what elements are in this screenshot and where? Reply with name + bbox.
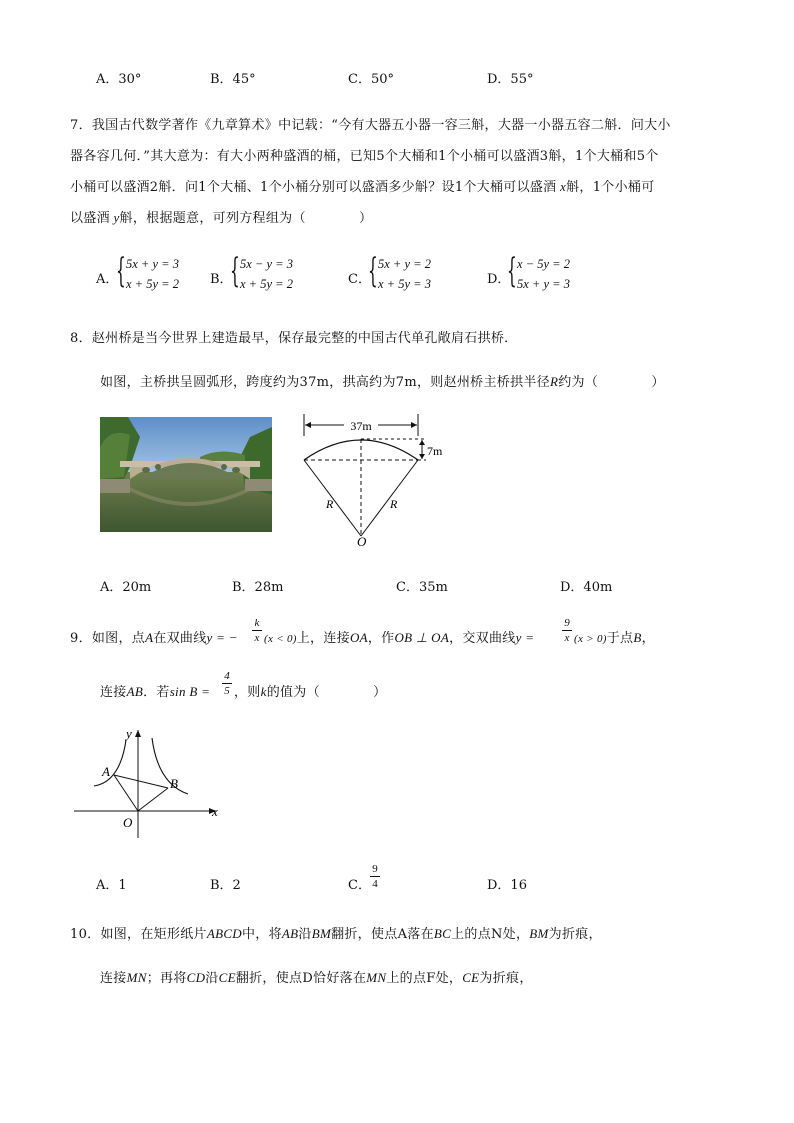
q9-line-1-cont: (x < 0)上，连接OA，作OB ⊥ OA，交双曲线y = bbox=[264, 630, 535, 646]
q9-option-d: D．16 bbox=[487, 878, 527, 893]
q6-option-d: D．55° bbox=[487, 72, 534, 87]
radius-label-left: R bbox=[326, 497, 334, 511]
q9-line-1: 9．如图，点A在双曲线y = − bbox=[70, 630, 238, 646]
height-label: 7m bbox=[427, 444, 443, 458]
hyperbola-left bbox=[94, 740, 126, 786]
point-a-label: A bbox=[102, 764, 110, 779]
segment-ob bbox=[138, 788, 168, 811]
q10-line-1: 10．如图，在矩形纸片ABCD中，将AB沿BM翻折，使点A落在BC上的点N处，BM为折痕， bbox=[70, 926, 602, 942]
q8-option-c: C．35m bbox=[396, 580, 448, 595]
origin-label: O bbox=[123, 815, 133, 830]
arrow-left-icon bbox=[305, 422, 311, 428]
arrow-up-icon bbox=[419, 440, 425, 445]
q6-option-b: B．45° bbox=[210, 72, 256, 87]
fraction-9-over-x: 9 x bbox=[562, 617, 572, 644]
brace-icon: { bbox=[368, 251, 378, 291]
arch-diagram bbox=[296, 412, 466, 547]
center-label: O bbox=[357, 534, 367, 547]
segment-ab bbox=[114, 775, 168, 788]
brace-icon: { bbox=[116, 251, 126, 291]
radius-label-right: R bbox=[390, 497, 398, 511]
q8-option-b: B．28m bbox=[232, 580, 284, 595]
y-label: y bbox=[126, 726, 132, 741]
q7-line-4: 以盛酒 y斛，根据题意，可列方程组为（ ） bbox=[70, 210, 373, 226]
q9-line-1-end: (x > 0)于点B， bbox=[574, 630, 655, 646]
q8-option-d: D．40m bbox=[560, 580, 613, 595]
x-label: x bbox=[212, 804, 218, 819]
q6-option-c: C．50° bbox=[348, 72, 394, 87]
q7-line-2: 器各容几何．”其大意为：有大小两种盛酒的桶，已知5个大桶和1个小桶可以盛酒3斛，1个大桶和5个 bbox=[70, 149, 659, 164]
fraction-k-over-x: k x bbox=[252, 617, 262, 644]
q7-line-1: 7．我国古代数学著作《九章算术》中记载：“今有大器五小器一容三斛，大器一小器五容二斛．问大小 bbox=[70, 118, 671, 133]
bridge-photo bbox=[100, 417, 272, 532]
brace-icon: { bbox=[230, 251, 240, 291]
q9-option-b: B．2 bbox=[210, 878, 241, 893]
brace-icon: { bbox=[507, 251, 517, 291]
span-label: 37m bbox=[350, 419, 372, 433]
hyperbola-diagram bbox=[70, 724, 230, 840]
q6-option-a: A．30° bbox=[96, 72, 142, 87]
fraction-4-over-5: 4 5 bbox=[222, 670, 232, 697]
q8-option-a: A．20m bbox=[100, 580, 152, 595]
arrow-right-icon bbox=[411, 422, 417, 428]
y-axis-arrow-icon bbox=[135, 730, 141, 737]
q7-line-3: 小桶可以盛酒2斛．问1个大桶、1个小桶分别可以盛酒多少斛？设1个大桶可以盛酒 x斛，1个小桶可 bbox=[70, 179, 655, 195]
q10-line-2: 连接MN；再将CD沿CE翻折，使点D恰好落在MN上的点F处，CE为折痕， bbox=[100, 970, 533, 986]
q8-line-2: 如图，主桥拱呈圆弧形，跨度约为37m，拱高约为7m，则赵州桥主桥拱半径R约为（ ） bbox=[100, 374, 665, 390]
q9-line-2: 连接AB．若sin B = bbox=[100, 684, 211, 700]
q8-line-1: 8．赵州桥是当今世界上建造最早，保存最完整的中国古代单孔敞肩石拱桥． bbox=[70, 331, 518, 346]
q9-line-2-cont: ，则k的值为（ ） bbox=[234, 684, 387, 700]
q9-option-a: A．1 bbox=[96, 878, 127, 893]
point-b-label: B bbox=[170, 776, 178, 791]
fraction-9-over-4: 9 4 bbox=[370, 863, 380, 890]
arrow-down-icon bbox=[419, 454, 425, 459]
